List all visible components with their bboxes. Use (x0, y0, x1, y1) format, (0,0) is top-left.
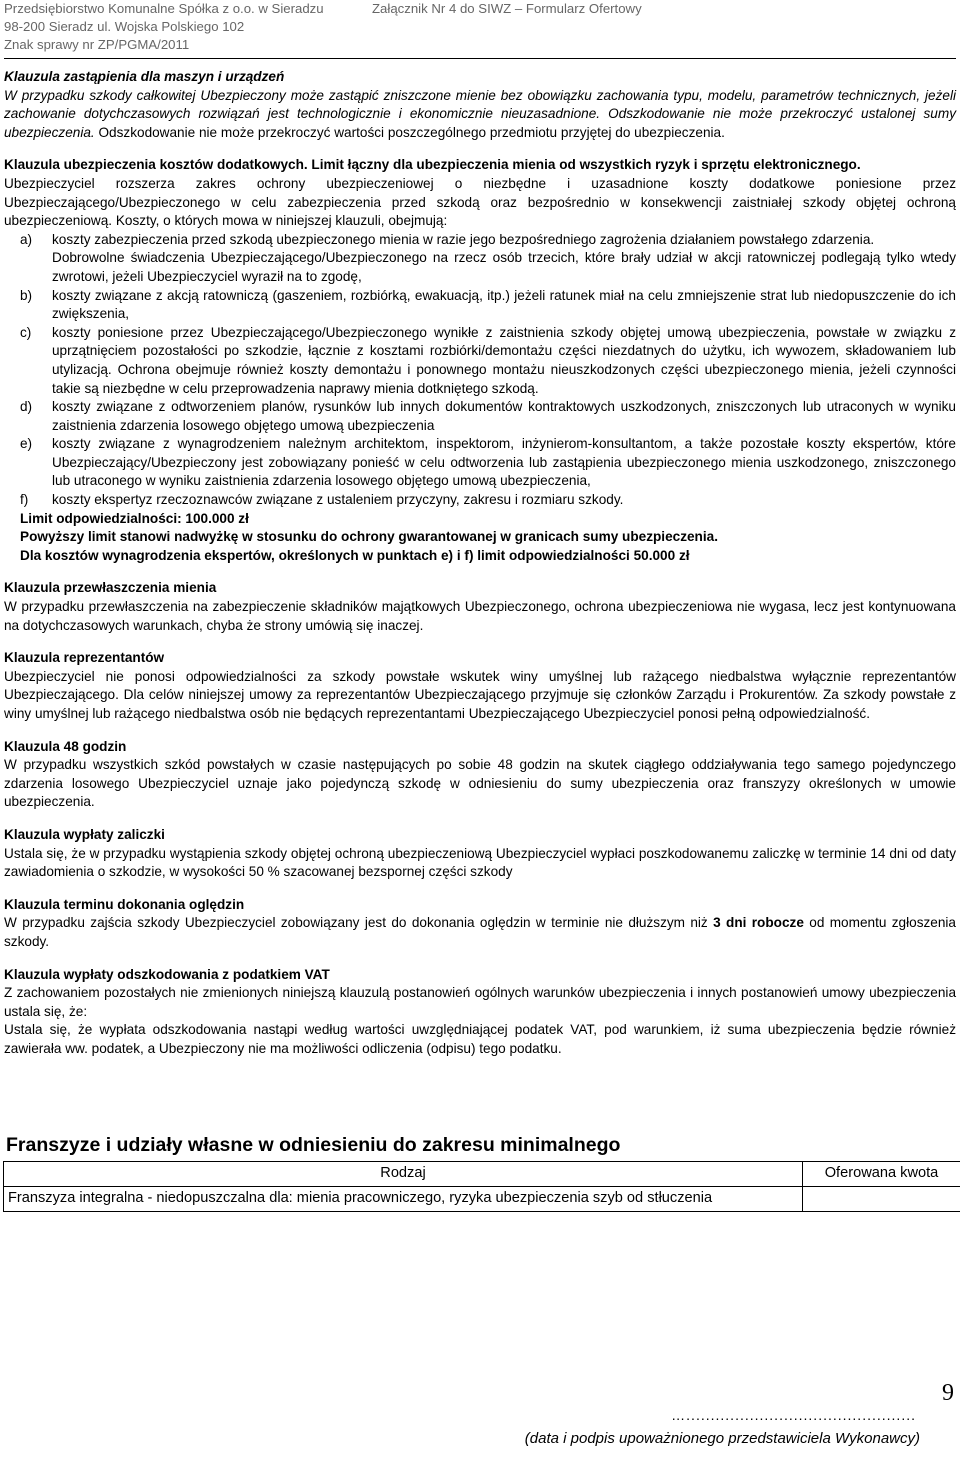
clause-vat-text-1: Z zachowaniem pozostałych nie zmienionych niniejszą klauzulą postanowień ogólnych warunków ubezpieczenia i innych postanowień umowy ubezpieczenia ustala się, że: (4, 985, 956, 1019)
clause-vat-title: Klauzula wypłaty odszkodowania z podatkiem VAT (4, 966, 330, 982)
clause-48-hours (4, 738, 956, 812)
costs-item-c-text: koszty poniesione przez Ubezpieczającego/Ubezpieczonego wynikłe z zaistnienia szkody objętej umową ubezpieczenia, powstałe w związku z uprzątnięciem pozostałości po szkodzie, łącznie z kosztami rozbiórki/demontażu części niezdatnych do użytku, ich wywozem, składowaniem lub utylizacją. Ochrona obejmuje również koszty demontażu i ponownego montażu nieuszkodzonych części ubezpieczonego mienia, jeżeli czynności takie są niezbędne w celu przeprowadzenia naprawy mienia dotkniętego szkodą. (52, 324, 956, 396)
clause-replacement-italic-text: W przypadku szkody całkowitej Ubezpieczony może zastąpić zniszczone mienie bez obowiązku zachowania typu, modelu, parametrów technicznych, jeżeli zachowanie dotychczasowych rozwiązań jest technologicznie i ekonomicznie nieuzasadnione. Odszkodowanie nie może przekroczyć ustalonej sumy ubezpieczenia. (4, 87, 956, 140)
spacer (4, 882, 956, 896)
clause-advance-text: Ustala się, że w przypadku wystąpienia szkody objętej ochroną ubezpieczeniową Ubezpieczyciel wypłaci poszkodowanemu zaliczkę w terminie 14 dni od daty zawiadomienia o szkodzie, w wysokości 50 % szacowanej bezspornej części szkody (4, 845, 956, 880)
table-row (4, 1186, 960, 1211)
clause-transfer (4, 579, 956, 635)
clause-replacement (4, 68, 956, 142)
spacer (4, 812, 956, 826)
header-left (4, 0, 324, 54)
clause-advance-title: Klauzula wypłaty zaliczki (4, 826, 165, 842)
clause-transfer-text: W przypadku przewłaszczenia na zabezpieczenie składników majątkowych Ubezpieczonego, ochrona ubezpieczeniowa nie wygasa, lecz jest kontynuowana na dotychczasowych warunkach, chyba że strony umówią się inaczej. (4, 599, 956, 633)
signature-line: …............................................... (671, 1407, 916, 1423)
clause-48h-text: W przypadku wszystkich szkód powstałych w czasie następujących po sobie 48 godzin na skutek ciągłego oddziaływania tego samego pojedynczego zdarzenia losowego Ubezpieczyciel uznaje jako pojedynczą szkodę w odniesieniu do sumy ubezpieczenia oraz franszyzy określonych w umowie ubezpieczenia. (4, 757, 956, 810)
list-marker: e) (20, 436, 33, 452)
header-case-number: Znak sprawy nr ZP/PGMA/2011 (4, 37, 190, 52)
clause-replacement-text (4, 87, 956, 143)
clause-costs-intro: Ubezpieczyciel rozszerza zakres ochrony ubezpieczeniowej o niezbędne i uzasadnione koszty dodatkowe poniesione przez Ubezpieczającego/Ubezpieczonego w celu zabezpieczenia przed szkodą oraz bezpośrednio w konsekwencji zaistniałej szkody objętej ochroną ubezpieczeniową. Koszty, o których mowa w niniejszej klauzuli, obejmują: (4, 175, 956, 229)
page-number: 9 (942, 1380, 954, 1406)
clause-replacement-regular-text: Odszkodowanie nie może przekroczyć wartości poszczególnego przedmiotu przyjętej do ubezpieczenia. (94, 124, 725, 140)
spacer (4, 635, 956, 649)
document-page (4, 0, 956, 1207)
list-marker: a) (20, 231, 33, 247)
costs-item-a-text: koszty zabezpieczenia przed szkodą ubezpieczonego mienia w razie jego bezpośredniego zagrożenia działaniem powstałego zdarzenia. (52, 231, 875, 247)
clause-inspection-days: 3 dni robocze (713, 915, 804, 931)
costs-item-c (4, 324, 956, 398)
costs-item-b-text: koszty związane z akcją ratowniczą (gaszeniem, rozbiórką, ewakuacją, itp.) jeżeli ratunek miał na celu zmniejszenie strat lub niedopuszczenie do ich zwiększenia, (52, 287, 956, 322)
table-header-type: Rodzaj (4, 1161, 803, 1186)
costs-item-e (4, 435, 956, 491)
franchise-title: Franszyze i udziały własne w odniesieniu do zakresu minimalnego (6, 1133, 621, 1156)
clause-transfer-title: Klauzula przewłaszczenia mienia (4, 580, 217, 596)
clause-representatives-text: Ubezpieczyciel nie ponosi odpowiedzialności za szkody powstałe wskutek winy umyślnej lub rażącego niedbalstwa wyłącznie reprezentantów Ubezpieczającego. Dla celów niniejszej umowy za reprezentantów Ubezpieczającego przyjmuje się członków Zarządu i Prokurentów. Za szkody powstałe z winy umyślnej lub rażącego niedbalstwa osób nie będących reprezentantami Ubezpieczającego Ubezpieczyciel ponosi pełną odpowiedzialność. (4, 668, 956, 721)
clause-48h-title: Klauzula 48 godzin (4, 738, 127, 754)
clause-inspection-text-after: od momentu zgłoszenia szkody. (4, 915, 956, 949)
table-cell-type: Franszyza integralna - niedopuszczalna dla: mienia pracowniczego, ryzyka ubezpieczenia szyb od stłuczenia (4, 1186, 803, 1211)
clause-costs-heading (4, 156, 956, 175)
spacer (4, 724, 956, 738)
clause-costs-title: Klauzula ubezpieczenia kosztów dodatkowych. (4, 157, 308, 173)
header-attachment: Załącznik Nr 4 do SIWZ – Formularz Ofertowy (372, 1, 642, 16)
costs-limit-experts: Dla kosztów wynagrodzenia ekspertów, określonych w punktach e) i f) limit odpowiedzialności 50.000 zł (20, 547, 690, 563)
costs-item-e-text: koszty związane z wynagrodzeniem należnym architektom, inspektorom, inżynierom-konsultantom, a także pozostałe koszty ekspertów, które Ubezpieczający/Ubezpieczony jest zobowiązany ponieść w celu odtworzenia lub zastąpienia ubezpieczonego mienia uszkodzonego, zniszczonego lub utraconego w wyniku zaistnienia zdarzenia losowego objętego umową ubezpieczenia, (52, 436, 956, 489)
spacer (4, 565, 956, 579)
costs-item-f (4, 491, 956, 510)
header-company: Przedsiębiorstwo Komunalne Spółka z o.o. w Sieradzu (4, 1, 324, 16)
page-header (4, 0, 956, 56)
clause-representatives (4, 649, 956, 723)
clause-vat-text-2: Ustala się, że wypłata odszkodowania nastąpi według wartości uwzględniającej podatek VAT, pod warunkiem, iż suma ubezpieczenia będzie również zawierała ww. podatek, a Ubezpieczony nie ma możliwości odliczenia (odpisu) tego podatku. (4, 1022, 956, 1056)
clause-additional-costs (4, 156, 956, 565)
clause-replacement-title: Klauzula zastąpienia dla maszyn i urządzeń (4, 69, 285, 84)
document-body (4, 68, 956, 1212)
header-divider (4, 58, 956, 59)
clause-costs-limit-title: Limit łączny dla ubezpieczenia mienia od wszystkich ryzyk i sprzętu elektronicznego. (307, 157, 861, 173)
clause-inspection (4, 896, 956, 952)
header-address: 98-200 Sieradz ul. Wojska Polskiego 102 (4, 19, 245, 34)
clause-inspection-text (4, 914, 956, 951)
costs-limit-amount: Limit odpowiedzialności: 100.000 zł (20, 510, 249, 526)
clause-vat (4, 966, 956, 1059)
costs-item-d-text: koszty związane z odtworzeniem planów, rysunków lub innych dokumentów kontraktowych uszkodzonych, zniszczonych lub utraconych w wyniku zaistnienia zdarzenia losowego objętego umową ubezpieczenia (52, 399, 956, 433)
clause-inspection-text-before: W przypadku zajścia szkody Ubezpieczyciel zobowiązany jest do dokonania oględzin w terminie nie dłuższym niż (4, 915, 714, 931)
costs-item-b (4, 287, 956, 324)
costs-item-d (4, 398, 956, 435)
spacer (4, 142, 956, 156)
signature-label: (data i podpis upoważnionego przedstawiciela Wykonawcy) (524, 1430, 920, 1447)
list-marker: c) (20, 324, 32, 340)
table-cell-amount[interactable] (803, 1186, 960, 1211)
costs-item-f-text: koszty ekspertyz rzeczoznawców związane z ustaleniem przyczyny, zakresu i rozmiaru szkody. (52, 492, 624, 508)
clause-representatives-title: Klauzula reprezentantów (4, 650, 165, 666)
list-marker: f) (20, 492, 29, 508)
list-marker: d) (20, 399, 33, 415)
costs-list (4, 231, 956, 510)
costs-item-a-extra: Dobrowolne świadczenia Ubezpieczającego/Ubezpieczonego na rzecz osób trzecich, które brały udział w akcji ratowniczej podlegają tylko wtedy zwrotowi, jeżeli Ubezpieczyciel wyraził na to zgodę, (52, 250, 956, 284)
franchise-table (3, 1161, 960, 1212)
costs-item-a (4, 231, 956, 287)
table-header-amount: Oferowana kwota (803, 1161, 960, 1186)
clause-inspection-title: Klauzula terminu dokonania oględzin (4, 896, 245, 912)
costs-limit-surplus: Powyższy limit stanowi nadwyżkę w stosunku do ochrony gwarantowanej w granicach sumy ubezpieczenia. (20, 529, 718, 545)
spacer (4, 952, 956, 966)
table-header-row (4, 1161, 960, 1186)
list-marker: b) (20, 287, 33, 303)
clause-advance (4, 826, 956, 882)
